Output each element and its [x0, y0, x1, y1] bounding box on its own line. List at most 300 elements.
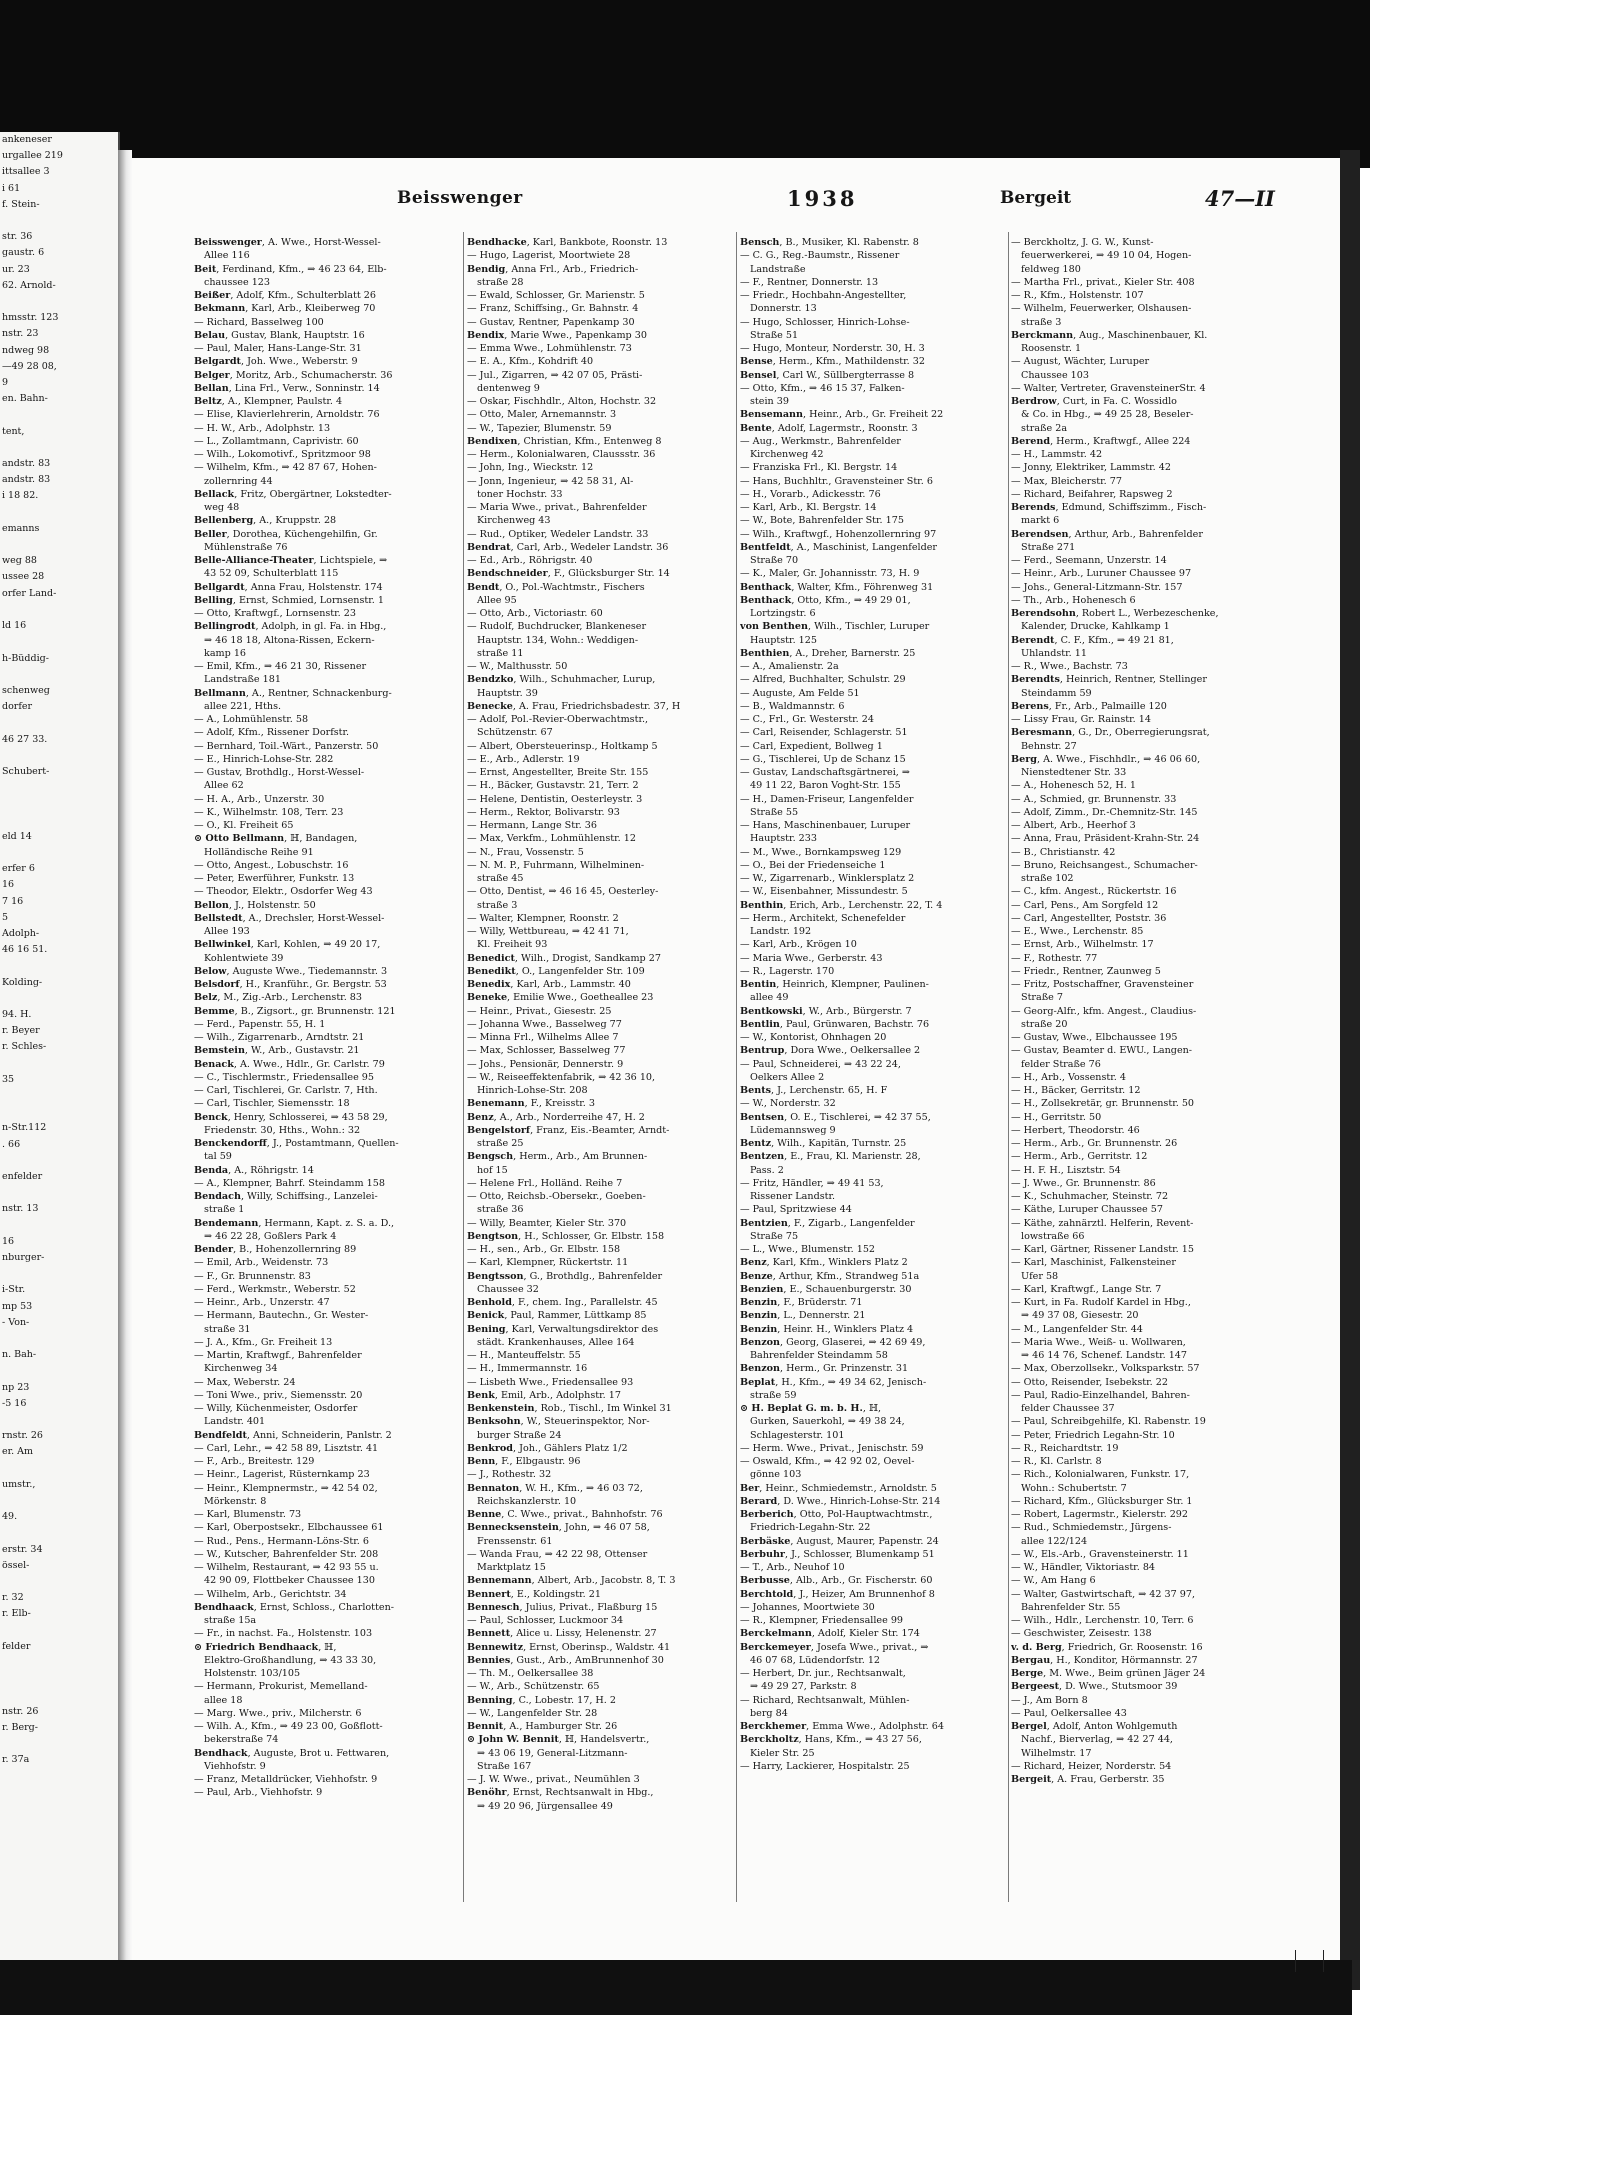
- previous-page-fragment: 7 16: [2, 895, 24, 907]
- previous-page-fragment: Kolding-: [2, 976, 43, 988]
- directory-entry-line: allee 18: [204, 1694, 243, 1706]
- directory-entry-line: Bente, Adolf, Lagermstr., Roonstr. 3: [740, 422, 918, 434]
- previous-page-fragment: 49.: [2, 1511, 18, 1523]
- directory-entry-line: — H., sen., Arb., Gr. Elbstr. 158: [467, 1244, 621, 1255]
- previous-page-fragment: 16: [2, 1235, 15, 1247]
- directory-entry-line: Allee 95: [477, 594, 517, 606]
- directory-entry-line: Friedenstr. 30, Hths., Wohn.: 32: [204, 1124, 361, 1136]
- directory-entry-line: — H. A., Arb., Unzerstr. 30: [194, 793, 325, 805]
- directory-entry-line: — Peter, Ewerführer, Funkstr. 13: [194, 873, 355, 884]
- directory-entry-line: Bahrenfelder Steindamm 58: [750, 1350, 888, 1361]
- directory-column-4: [1011, 236, 1276, 1904]
- previous-page-fragment: [0, 440, 118, 456]
- column-rule: [1008, 232, 1009, 1902]
- directory-entry-line: Marktplatz 15: [477, 1562, 546, 1573]
- directory-entry-line: Allee 116: [204, 250, 250, 262]
- directory-entry-line: — W., Els.-Arb., Gravensteinerstr. 11: [1011, 1548, 1189, 1560]
- directory-entry-line: straße 20: [1021, 1018, 1068, 1030]
- directory-entry-line: ⇒ 46 22 28, Goßlers Park 4: [204, 1230, 337, 1242]
- directory-entry-line: straße 25: [477, 1138, 524, 1149]
- directory-entry-line: Bennaton, W. H., Kfm., ⇒ 46 03 72,: [467, 1482, 643, 1494]
- directory-entry-line: — L., Zollamtmann, Caprivistr. 60: [194, 435, 359, 447]
- directory-entry-line: — John, Ing., Wieckstr. 12: [467, 462, 594, 474]
- directory-entry-line: — Wilhelm, Restaurant, ⇒ 42 93 55 u.: [194, 1562, 379, 1573]
- directory-entry-line: — Walter, Gastwirtschaft, ⇒ 42 37 97,: [1011, 1588, 1196, 1600]
- directory-entry-line: Bentin, Heinrich, Klempner, Paulinen-: [740, 979, 929, 990]
- directory-entry-line: Belz, M., Zig.-Arb., Lerchenstr. 83: [194, 992, 363, 1004]
- directory-entry-line: — O., Bei der Friedenseiche 1: [740, 859, 886, 871]
- scan-crop-mark: [1295, 1950, 1296, 1972]
- directory-entry-line: — Berckholtz, J. G. W., Kunst-: [1011, 237, 1154, 248]
- directory-entry-line: Benedikt, O., Langenfelder Str. 109: [467, 965, 645, 977]
- previous-page-fragment: en. Bahn-: [2, 393, 48, 405]
- directory-entry-line: Kohlentwiete 39: [204, 952, 284, 964]
- directory-entry-line: Holstenstr. 103/105: [204, 1668, 301, 1679]
- directory-entry-line: — Willy, Wettbureau, ⇒ 42 41 71,: [467, 926, 629, 937]
- previous-page-fragment: [0, 1185, 118, 1201]
- previous-page-fragment: andstr. 83: [2, 474, 51, 486]
- directory-entry-line: — Richard, Heizer, Norderstr. 54: [1011, 1760, 1172, 1772]
- previous-page-fragment: [0, 1104, 118, 1120]
- directory-entry-line: — Jonn, Ingenieur, ⇒ 42 58 31, Al-: [467, 475, 634, 487]
- directory-entry-line: — Käthe, zahnärztl. Helferin, Revent-: [1011, 1217, 1194, 1229]
- directory-entry-line: — Käthe, Luruper Chaussee 57: [1011, 1204, 1163, 1216]
- directory-entry-line: straße 3: [477, 899, 518, 911]
- directory-entry-line: — Heinr., Arb., Luruner Chaussee 97: [1011, 568, 1192, 580]
- directory-entry-line: — W., Langenfelder Str. 28: [467, 1707, 598, 1719]
- directory-entry-line: Berckemeyer, Josefa Wwe., privat., ⇒: [740, 1641, 929, 1653]
- directory-entry-line: Bentrup, Dora Wwe., Oelkersallee 2: [740, 1045, 921, 1057]
- directory-entry-line: straße 36: [477, 1204, 524, 1216]
- directory-entry-line: — A., Schmied, gr. Brunnenstr. 33: [1011, 793, 1177, 805]
- directory-entry-line: Benzin, Heinr. H., Winklers Platz 4: [740, 1323, 914, 1335]
- directory-entry-line: Benkenstein, Rob., Tischl., Im Winkel 31: [467, 1403, 672, 1414]
- directory-entry-line: Bennewitz, Ernst, Oberinsp., Waldstr. 41: [467, 1641, 671, 1653]
- directory-entry-line: Berendt, C. F., Kfm., ⇒ 49 21 81,: [1011, 634, 1174, 646]
- scan-crop-mark: [1323, 1950, 1324, 1972]
- previous-page-fragment: gaustr. 6: [2, 247, 45, 259]
- previous-page-fragment: [0, 602, 118, 618]
- directory-entry-line: Belle-Alliance-Theater, Lichtspiele, ⇒: [194, 555, 388, 566]
- directory-entry-line: ⇒ 49 20 96, Jürgensallee 49: [477, 1800, 613, 1812]
- scanner-border-right: [1340, 150, 1360, 1990]
- previous-page-fragment: r. Beyer: [2, 1025, 40, 1037]
- directory-entry-line: — R., Klempner, Friedensallee 99: [740, 1615, 904, 1626]
- directory-entry-line: — Walter, Klempner, Roonstr. 2: [467, 912, 619, 924]
- directory-entry-line: Bergau, H., Konditor, Hörmannstr. 27: [1011, 1654, 1198, 1666]
- directory-entry-line: Steindamm 59: [1021, 687, 1092, 699]
- directory-entry-line: — Carl, Lehr., ⇒ 42 58 89, Lisztstr. 41: [194, 1442, 379, 1454]
- directory-entry-line: Benz, Karl, Kfm., Winklers Platz 2: [740, 1257, 908, 1269]
- directory-entry-line: — W., Arb., Schützenstr. 65: [467, 1681, 600, 1693]
- directory-entry-line: — T., Arb., Neuhof 10: [740, 1562, 845, 1573]
- directory-entry-line: Wilhelmstr. 17: [1021, 1747, 1092, 1759]
- directory-entry-line: — Max, Oberzollsekr., Volksparkstr. 57: [1011, 1363, 1200, 1375]
- directory-entry-line: Kirchenweg 34: [204, 1363, 278, 1375]
- directory-entry-line: — W., Händler, Viktoriastr. 84: [1011, 1562, 1156, 1573]
- previous-page-fragment: [0, 1493, 118, 1509]
- directory-entry-line: — Th., Arb., Hohenesch 6: [1011, 594, 1136, 606]
- directory-entry-line: — Johs., General-Litzmann-Str. 157: [1011, 581, 1183, 593]
- directory-entry-line: Benthack, Walter, Kfm., Föhrenweg 31: [740, 581, 934, 593]
- directory-entry-line: Bendhaack, Ernst, Schloss., Charlotten-: [194, 1601, 394, 1613]
- directory-entry-line: — C., Tischlermstr., Friedensallee 95: [194, 1071, 374, 1083]
- previous-page-fragment: [0, 1688, 118, 1704]
- directory-entry-line: Berendsohn, Robert L., Werbezeschenke,: [1011, 608, 1219, 619]
- directory-entry-line: Bennies, Gust., Arb., AmBrunnenhof 30: [467, 1654, 664, 1666]
- directory-entry-line: — H., Bäcker, Gustavstr. 21, Terr. 2: [467, 780, 639, 792]
- directory-entry-line: — Herm., Rektor, Bolivarstr. 93: [467, 806, 620, 818]
- directory-entry-line: ⊙ Friedrich Bendhaack, ℍ,: [194, 1641, 337, 1653]
- previous-page-fragment: [0, 1623, 118, 1639]
- directory-entry-line: — H., Damen-Friseur, Langenfelder: [740, 793, 914, 805]
- directory-entry-line: Berberich, Otto, Pol-Hauptwachtmstr.,: [740, 1509, 933, 1520]
- directory-entry-line: — Aug., Werkmstr., Bahrenfelder: [740, 435, 901, 447]
- directory-entry-line: Straße 167: [477, 1760, 532, 1772]
- directory-entry-line: — W., Eisenbahner, Missundestr. 5: [740, 886, 908, 898]
- directory-entry-line: Berckmann, Aug., Maschinenbauer, Kl.: [1011, 329, 1208, 341]
- directory-entry-line: Bendach, Willy, Schiffsing., Lanzelei-: [194, 1191, 378, 1202]
- directory-entry-line: — L., Wwe., Blumenstr. 152: [740, 1244, 876, 1255]
- directory-entry-line: Berckelmann, Adolf, Kieler Str. 174: [740, 1628, 920, 1640]
- directory-entry-line: — E., Wwe., Lerchenstr. 85: [1011, 926, 1144, 937]
- previous-page-fragment: emanns: [2, 522, 40, 534]
- directory-entry-line: — F., Arb., Breitestr. 129: [194, 1456, 315, 1467]
- directory-entry-line: — C. G., Reg.-Baumstr., Rissener: [740, 250, 900, 262]
- directory-entry-line: — Gustav, Beamter d. EWU., Langen-: [1011, 1045, 1193, 1057]
- directory-entry-line: Ber, Heinr., Schmiedemstr., Arnoldstr. 5: [740, 1482, 937, 1494]
- directory-entry-line: — Max, Weberstr. 24: [194, 1376, 296, 1388]
- directory-entry-line: Landstr. 192: [750, 926, 812, 937]
- directory-entry-line: — F., Rentner, Donnerstr. 13: [740, 276, 879, 288]
- directory-entry-line: Benthin, Erich, Arb., Lerchenstr. 22, T. 4: [740, 899, 943, 911]
- previous-page-fragment: nstr. 13: [2, 1203, 39, 1215]
- directory-entry-line: — Rich., Kolonialwaren, Funkstr. 17,: [1011, 1469, 1190, 1481]
- directory-entry-line: hof 15: [477, 1164, 508, 1176]
- directory-entry-line: Straße 271: [1021, 541, 1076, 553]
- directory-entry-line: Belsdorf, H., Kranführ., Gr. Bergstr. 53: [194, 979, 387, 990]
- directory-entry-line: Mühlenstraße 76: [204, 541, 288, 553]
- directory-entry-line: Bendhacke, Karl, Bankbote, Roonstr. 13: [467, 237, 668, 248]
- directory-entry-line: Bergeest, D. Wwe., Stutsmoor 39: [1011, 1681, 1178, 1693]
- directory-entry-line: Benedict, Wilh., Drogist, Sandkamp 27: [467, 952, 661, 964]
- previous-page-fragment: Schubert-: [2, 765, 50, 777]
- directory-entry-line: Bentz, Wilh., Kapitän, Turnstr. 25: [740, 1138, 907, 1149]
- directory-entry-line: — Albert, Arb., Heerhof 3: [1011, 820, 1136, 831]
- directory-entry-line: Ufer 58: [1021, 1270, 1059, 1282]
- directory-entry-line: — Wanda Frau, ⇒ 42 22 98, Ottenser: [467, 1548, 648, 1560]
- directory-entry-line: allee 49: [750, 992, 789, 1004]
- directory-entry-line: feldweg 180: [1021, 263, 1081, 275]
- directory-entry-line: Straße 7: [1021, 992, 1063, 1004]
- directory-entry-line: Berdrow, Curt, in Fa. C. Wossidlo: [1011, 396, 1177, 407]
- previous-page-fragment: [0, 1056, 118, 1072]
- directory-entry-line: — Paul, Schneiderei, ⇒ 43 22 24,: [740, 1058, 901, 1070]
- previous-page-fragment: [0, 958, 118, 974]
- previous-page-fragment: [0, 1412, 118, 1428]
- directory-entry-line: Holländische Reihe 91: [204, 846, 314, 858]
- directory-entry-line: Berendts, Heinrich, Rentner, Stellinger: [1011, 674, 1207, 686]
- directory-entry-line: felder Chaussee 37: [1021, 1403, 1115, 1414]
- directory-entry-line: ⇒ 49 37 08, Giesestr. 20: [1021, 1310, 1139, 1322]
- directory-entry-line: — Franz, Schiffsing., Gr. Bahnstr. 4: [467, 303, 639, 315]
- previous-page-fragment: r. 37a: [2, 1754, 30, 1766]
- directory-entry-line: Bengtson, H., Schlosser, Gr. Elbstr. 158: [467, 1230, 665, 1242]
- directory-entry-line: — Hermann, Bautechn., Gr. Wester-: [194, 1310, 369, 1322]
- directory-entry-line: Benthien, A., Dreher, Barnerstr. 25: [740, 647, 916, 659]
- directory-entry-line: Bennett, Alice u. Lissy, Helenenstr. 27: [467, 1628, 657, 1640]
- directory-entry-line: — Bernhard, Toil.-Wärt., Panzerstr. 50: [194, 740, 379, 752]
- previous-page-fragment: —49 28 08,: [2, 360, 57, 372]
- directory-entry-line: — H., Arb., Vossenstr. 4: [1011, 1071, 1127, 1083]
- directory-entry-line: — Paul, Maler, Hans-Lange-Str. 31: [194, 343, 362, 354]
- directory-entry-line: Bendig, Anna Frl., Arb., Friedrich-: [467, 263, 639, 275]
- directory-entry-line: Roosenstr. 1: [1021, 343, 1082, 354]
- previous-page-fragment: erstr. 34: [2, 1543, 43, 1555]
- directory-entry-line: Bemme, B., Zigsort., gr. Brunnenstr. 121: [194, 1005, 396, 1017]
- previous-page-fragment: [0, 991, 118, 1007]
- directory-entry-line: — Albert, Obersteuerinsp., Holtkamp 5: [467, 740, 658, 752]
- directory-entry-line: Kieler Str. 25: [750, 1747, 815, 1759]
- previous-page-fragment: Adolph-: [2, 927, 40, 939]
- directory-entry-line: Berbusse, Alb., Arb., Gr. Fischerstr. 60: [740, 1575, 933, 1587]
- directory-entry-line: Belgardt, Joh. Wwe., Weberstr. 9: [194, 356, 358, 368]
- directory-entry-line: Berard, D. Wwe., Hinrich-Lohse-Str. 214: [740, 1495, 941, 1507]
- directory-entry-line: Bense, Herm., Kfm., Mathildenstr. 32: [740, 356, 925, 368]
- directory-entry-line: — H., Gerritstr. 50: [1011, 1111, 1102, 1123]
- directory-entry-line: kamp 16: [204, 647, 247, 659]
- directory-entry-line: Benksohn, W., Steuerinspektor, Nor-: [467, 1416, 650, 1428]
- directory-column-1: [194, 236, 459, 1904]
- directory-entry-line: Benthack, Otto, Kfm., ⇒ 49 29 01,: [740, 594, 911, 606]
- page-number: 47—II: [1205, 186, 1275, 211]
- directory-entry-line: — H., Vorarb., Adickesstr. 76: [740, 488, 881, 500]
- directory-entry-line: Bellwinkel, Karl, Kohlen, ⇒ 49 20 17,: [194, 939, 381, 951]
- directory-entry-line: — Gustav, Rentner, Papenkamp 30: [467, 316, 635, 328]
- directory-entry-line: Bendzko, Wilh., Schuhmacher, Lurup,: [467, 674, 656, 686]
- previous-page-fragment: i 61: [2, 182, 21, 194]
- directory-entry-line: Chaussee 103: [1021, 369, 1089, 381]
- directory-entry-line: — R., Wwe., Bachstr. 73: [1011, 661, 1128, 672]
- directory-column-3: [740, 236, 1005, 1904]
- directory-entry-line: straße 102: [1021, 873, 1074, 884]
- directory-entry-line: Straße 75: [750, 1230, 799, 1242]
- directory-entry-line: — Herm., Arb., Gerritstr. 12: [1011, 1151, 1148, 1163]
- directory-entry-line: — Ernst, Angestellter, Breite Str. 155: [467, 767, 649, 778]
- directory-entry-line: Bentsen, O. E., Tischlerei, ⇒ 42 37 55,: [740, 1111, 931, 1123]
- directory-entry-line: — Hugo, Monteur, Norderstr. 30, H. 3: [740, 343, 925, 354]
- directory-entry-line: — K., Maler, Gr. Johannisstr. 73, H. 9: [740, 568, 920, 580]
- directory-entry-line: — Otto, Reisender, Isebekstr. 22: [1011, 1376, 1168, 1388]
- header-last-entry: Bergeit: [1000, 188, 1072, 208]
- directory-entry-line: Hauptstr. 125: [750, 634, 817, 646]
- previous-page-fragment: 46 16 51.: [2, 944, 48, 956]
- directory-entry-line: Landstraße 181: [204, 674, 281, 686]
- directory-entry-line: Beisswenger, A. Wwe., Horst-Wessel-: [194, 237, 381, 248]
- directory-entry-line: — Wilh. A., Kfm., ⇒ 49 23 00, Goßflott-: [194, 1721, 383, 1732]
- directory-entry-line: Frenssenstr. 61: [477, 1535, 553, 1547]
- directory-entry-line: — Hugo, Schlosser, Hinrich-Lohse-: [740, 316, 910, 328]
- previous-page-fragment: rnstr. 26: [2, 1430, 43, 1442]
- directory-entry-line: — H. F. H., Lisztstr. 54: [1011, 1164, 1121, 1176]
- directory-entry-line: — W., Am Hang 6: [1011, 1575, 1096, 1587]
- directory-entry-line: straße 31: [204, 1323, 251, 1335]
- directory-entry-line: Straße 55: [750, 806, 799, 818]
- directory-entry-line: Allee 193: [204, 926, 250, 937]
- directory-entry-line: Hauptstr. 134, Wohn.: Weddigen-: [477, 634, 639, 646]
- directory-entry-line: Berge, M. Wwe., Beim grünen Jäger 24: [1011, 1668, 1206, 1679]
- directory-entry-line: — Johannes, Moortwiete 30: [740, 1601, 875, 1613]
- previous-page-fragment: hmsstr. 123: [2, 312, 59, 324]
- previous-page-fragment: f. Stein-: [2, 198, 40, 210]
- directory-entry-line: Pass. 2: [750, 1164, 784, 1176]
- directory-entry-line: — Georg-Alfr., kfm. Angest., Claudius-: [1011, 1005, 1197, 1017]
- directory-entry-line: — Auguste, Am Felde 51: [740, 687, 860, 699]
- directory-entry-line: — Rud., Optiker, Wedeler Landstr. 33: [467, 528, 649, 540]
- directory-entry-line: — Heinr., Lagerist, Rüsternkamp 23: [194, 1469, 370, 1481]
- directory-entry-line: — Hermann, Lange Str. 36: [467, 820, 597, 831]
- directory-entry-line: — Hans, Buchhltr., Gravensteiner Str. 6: [740, 475, 933, 487]
- directory-entry-line: — Richard, Kfm., Glücksburger Str. 1: [1011, 1495, 1193, 1507]
- directory-entry-line: Hinrich-Lohse-Str. 208: [477, 1085, 588, 1096]
- directory-entry-line: — Toni Wwe., priv., Siemensstr. 20: [194, 1389, 363, 1401]
- directory-entry-line: — A., Klempner, Bahrf. Steindamm 158: [194, 1177, 385, 1189]
- directory-entry-line: Benkrod, Joh., Gählers Platz 1/2: [467, 1442, 628, 1454]
- directory-entry-line: — Maria Wwe., Weiß- u. Wollwaren,: [1011, 1336, 1186, 1348]
- directory-entry-line: — R., Reichardtstr. 19: [1011, 1442, 1119, 1454]
- directory-entry-line: ⇒ 46 18 18, Altona-Rissen, Eckern-: [204, 634, 375, 646]
- directory-entry-line: toner Hochstr. 33: [477, 488, 563, 500]
- directory-entry-line: Berckholtz, Hans, Kfm., ⇒ 43 27 56,: [740, 1734, 922, 1746]
- directory-entry-line: Schlagesterstr. 101: [750, 1429, 845, 1441]
- directory-entry-line: Gurken, Sauerkohl, ⇒ 49 38 24,: [750, 1416, 905, 1428]
- directory-entry-line: Bendix, Marie Wwe., Papenkamp 30: [467, 329, 647, 341]
- directory-entry-line: — Emil, Arb., Weidenstr. 73: [194, 1257, 329, 1269]
- directory-entry-line: — Otto, Dentist, ⇒ 46 16 45, Oesterley-: [467, 886, 659, 898]
- directory-entry-line: — A., Amalienstr. 2a: [740, 661, 839, 672]
- previous-page-fragment: andstr. 83: [2, 458, 51, 470]
- directory-entry-line: — Otto, Kraftwgf., Lornsenstr. 23: [194, 608, 356, 619]
- directory-entry-line: burger Straße 24: [477, 1429, 562, 1441]
- directory-entry-line: — H. W., Arb., Adolphstr. 13: [194, 422, 331, 434]
- directory-entry-line: markt 6: [1021, 515, 1060, 527]
- directory-entry-line: — Otto, Maler, Arnemannstr. 3: [467, 409, 617, 421]
- directory-entry-line: — W., Kontorist, Ohnhagen 20: [740, 1032, 887, 1043]
- directory-entry-line: — Karl, Arb., Krögen 10: [740, 939, 857, 951]
- directory-entry-line: 43 52 09, Schulterblatt 115: [204, 568, 339, 580]
- directory-entry-line: — Heinr., Privat., Giesestr. 25: [467, 1005, 612, 1017]
- directory-entry-line: — Paul, Schreibgehilfe, Kl. Rabenstr. 19: [1011, 1416, 1206, 1428]
- scanner-border-bottom: [0, 1960, 1352, 2015]
- directory-entry-line: ⊙ H. Beplat G. m. b. H., ℍ,: [740, 1403, 882, 1414]
- directory-entry-line: — Emma Wwe., Lohmühlenstr. 73: [467, 343, 632, 354]
- directory-entry-line: Benzien, E., Schauenburgerstr. 30: [740, 1283, 912, 1295]
- directory-entry-line: — Adolf, Zimm., Dr.-Chemnitz-Str. 145: [1011, 806, 1198, 818]
- directory-entry-line: — M., Wwe., Bornkampsweg 129: [740, 846, 902, 858]
- directory-entry-line: Schützenstr. 67: [477, 727, 553, 739]
- directory-entry-line: — Otto, Reichsb.-Obersekr., Goeben-: [467, 1191, 646, 1202]
- directory-entry-line: Benzon, Herm., Gr. Prinzenstr. 31: [740, 1363, 909, 1375]
- previous-page-fragment: [0, 1153, 118, 1169]
- directory-entry-line: Hauptstr. 233: [750, 833, 817, 845]
- directory-entry-line: — R., Kfm., Holstenstr. 107: [1011, 290, 1144, 301]
- directory-entry-line: — Minna Frl., Wilhelms Allee 7: [467, 1032, 619, 1043]
- directory-entry-line: — Willy, Küchenmeister, Osdorfer: [194, 1403, 358, 1414]
- directory-entry-line: — Fr., in nachst. Fa., Holstenstr. 103: [194, 1628, 373, 1640]
- directory-entry-line: — Herbert, Dr. jur., Rechtsanwalt,: [740, 1668, 906, 1679]
- directory-entry-line: Berckhemer, Emma Wwe., Adolphstr. 64: [740, 1721, 944, 1732]
- directory-entry-line: Bellan, Lina Frl., Verw., Sonninstr. 14: [194, 382, 380, 394]
- directory-entry-line: Berg, A. Wwe., Fischhdlr., ⇒ 46 06 60,: [1011, 753, 1201, 765]
- directory-entry-line: — C., kfm. Angest., Rückertstr. 16: [1011, 886, 1177, 898]
- directory-entry-line: — Ewald, Schlosser, Gr. Marienstr. 5: [467, 290, 645, 301]
- directory-entry-line: — H., Lammstr. 42: [1011, 449, 1103, 460]
- directory-entry-line: Beresmann, G., Dr., Oberregierungsrat,: [1011, 727, 1210, 739]
- directory-entry-line: Rissener Landstr.: [750, 1191, 836, 1202]
- directory-entry-line: — Carl, Tischler, Siemensstr. 18: [194, 1098, 350, 1110]
- directory-entry-line: straße 28: [477, 276, 524, 288]
- previous-page-fragment: - Von-: [2, 1316, 30, 1328]
- directory-entry-line: Bendfeldt, Anni, Schneiderin, Panlstr. 2: [194, 1429, 392, 1441]
- directory-entry-line: — Ferd., Werkmstr., Weberstr. 52: [194, 1283, 356, 1295]
- directory-entry-line: — Paul, Schlosser, Luckmoor 34: [467, 1615, 624, 1626]
- directory-entry-line: Bendixen, Christian, Kfm., Entenweg 8: [467, 435, 662, 447]
- directory-entry-line: — Adolf, Pol.-Revier-Oberwachtmstr.,: [467, 714, 649, 725]
- directory-entry-line: straße 1: [204, 1204, 245, 1216]
- directory-entry-line: & Co. in Hbg., ⇒ 49 25 28, Beseler-: [1021, 409, 1194, 421]
- directory-entry-line: — Otto, Arb., Victoriastr. 60: [467, 608, 603, 619]
- directory-entry-line: — Ferd., Seemann, Unzerstr. 14: [1011, 555, 1167, 566]
- directory-entry-line: — Ernst, Arb., Wilhelmstr. 17: [1011, 939, 1154, 951]
- directory-entry-line: — Paul, Arb., Viehhofstr. 9: [194, 1787, 323, 1799]
- directory-entry-line: allee 122/124: [1021, 1535, 1088, 1547]
- previous-page-fragment: r. Elb-: [2, 1608, 31, 1620]
- directory-entry-line: Benzin, F., Brüderstr. 71: [740, 1297, 863, 1308]
- directory-entry-line: — Johs., Pensionär, Dennerstr. 9: [467, 1058, 624, 1070]
- directory-entry-line: — Karl, Gärtner, Rissener Landstr. 15: [1011, 1244, 1194, 1255]
- previous-page-fragment: [0, 780, 118, 796]
- directory-entry-line: felder Straße 76: [1021, 1058, 1101, 1070]
- directory-entry-line: — Helene, Dentistin, Oesterleystr. 3: [467, 793, 643, 805]
- directory-entry-line: — Richard, Beifahrer, Rapsweg 2: [1011, 488, 1173, 500]
- directory-entry-line: Beneke, Emilie Wwe., Goetheallee 23: [467, 992, 654, 1004]
- previous-page-fragment: weg 88: [2, 555, 37, 567]
- directory-entry-line: — A., Hohenesch 52, H. 1: [1011, 780, 1136, 792]
- directory-entry-line: Benemann, F., Kreisstr. 3: [467, 1098, 595, 1110]
- previous-page-fragment: 94. H.: [2, 1008, 32, 1020]
- directory-entry-line: — Karl, Arb., Kl. Bergstr. 14: [740, 502, 877, 513]
- directory-entry-line: — Th. M., Oelkersallee 38: [467, 1668, 594, 1679]
- previous-page-fragment: tent,: [2, 425, 25, 437]
- previous-page-fragment: [0, 1266, 118, 1282]
- previous-page-fragment: r. Schles-: [2, 1041, 47, 1053]
- directory-entry-line: Kalender, Drucke, Kahlkamp 1: [1021, 621, 1170, 633]
- directory-entry-line: — Richard, Basselweg 100: [194, 316, 324, 328]
- directory-entry-line: — H., Zollsekretär, gr. Brunnenstr. 50: [1011, 1098, 1195, 1110]
- directory-entry-line: Bellstedt, A., Drechsler, Horst-Wessel-: [194, 912, 385, 924]
- directory-column-2: [467, 236, 732, 1904]
- directory-entry-line: — B., Christianstr. 42: [1011, 846, 1116, 858]
- directory-entry-line: — Wilh., Hdlr., Lerchenstr. 10, Terr. 6: [1011, 1615, 1194, 1626]
- previous-page-fragment: [0, 1088, 118, 1104]
- directory-entry-line: Bengelstorf, Franz, Eis.-Beamter, Arndt-: [467, 1124, 670, 1136]
- directory-entry-line: Benack, A. Wwe., Hdlr., Gr. Carlstr. 79: [194, 1058, 385, 1070]
- directory-entry-line: — Emil, Kfm., ⇒ 46 21 30, Rissener: [194, 661, 367, 672]
- directory-entry-line: zollernring 44: [204, 475, 273, 487]
- directory-entry-line: Straße 51: [750, 329, 799, 341]
- directory-entry-line: — J., Am Born 8: [1011, 1694, 1088, 1706]
- directory-entry-line: straße 15a: [204, 1615, 257, 1626]
